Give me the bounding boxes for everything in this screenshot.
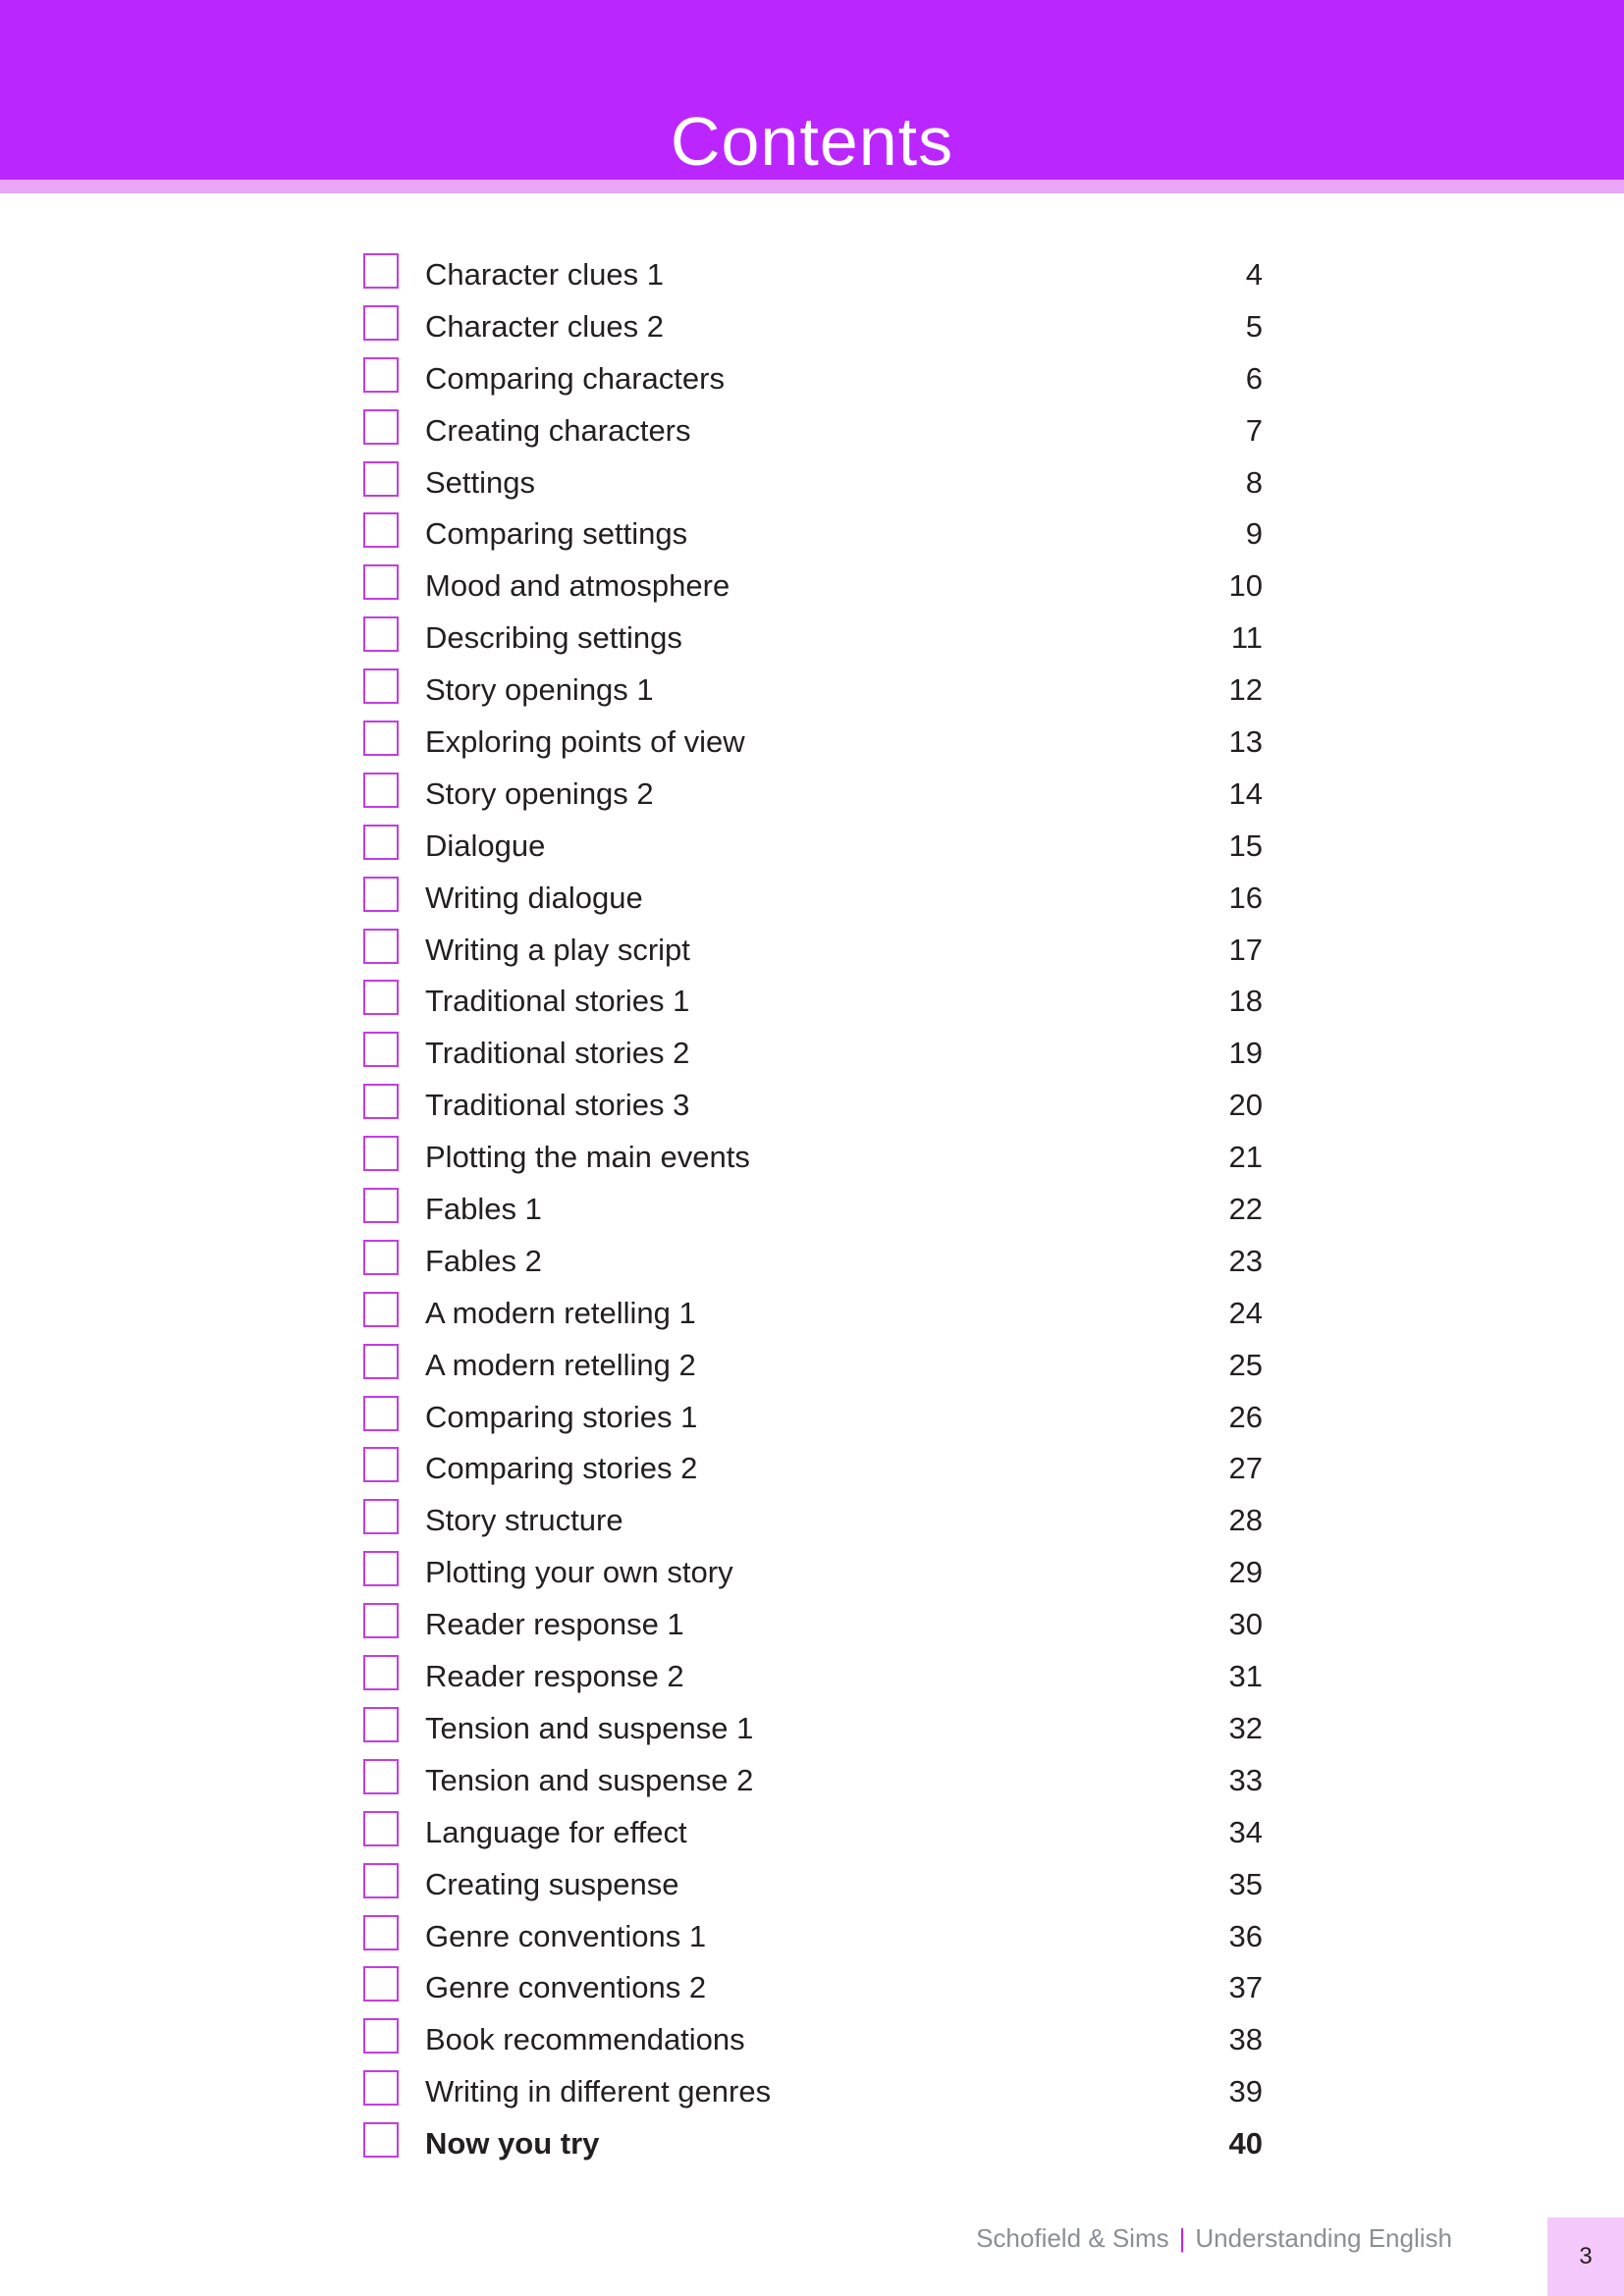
entry-title: Comparing stories 2: [425, 1451, 698, 1486]
entry-title: Plotting the main events: [425, 1140, 750, 1175]
entry-page-number: 12: [1228, 672, 1263, 708]
entry-page-number: 8: [1245, 464, 1263, 500]
toc-entry: [363, 665, 1263, 717]
progress-checkbox[interactable]: [363, 773, 399, 808]
entry-page-number: 4: [1245, 257, 1263, 292]
entry-page-number: 38: [1228, 2022, 1263, 2057]
toc-entry: [363, 1184, 1263, 1236]
entry-title: Traditional stories 3: [425, 1088, 690, 1123]
entry-title: Dialogue: [425, 828, 546, 863]
progress-checkbox[interactable]: [363, 929, 399, 964]
entry-title: Story structure: [425, 1503, 623, 1538]
contents-list: [363, 249, 1263, 2170]
toc-entry: [363, 1028, 1263, 1080]
progress-checkbox[interactable]: [363, 2070, 399, 2106]
entry-title: A modern retelling 1: [425, 1295, 696, 1330]
entry-page-number: 24: [1228, 1295, 1263, 1330]
entry-title: Comparing stories 1: [425, 1399, 698, 1434]
entry-title: Creating suspense: [425, 1866, 679, 1901]
toc-entry: [363, 1080, 1263, 1132]
entry-title: Character clues 1: [425, 257, 664, 292]
entry-page-number: 17: [1228, 932, 1263, 967]
entry-page-number: 13: [1228, 724, 1263, 760]
progress-checkbox[interactable]: [363, 616, 399, 652]
toc-entry: [363, 1443, 1263, 1495]
header-stripe: [0, 180, 1624, 193]
toc-entry: [363, 353, 1263, 405]
series-name: Understanding English: [1195, 2223, 1452, 2253]
entry-page-number: 25: [1228, 1347, 1263, 1382]
entry-title: Tension and suspense 2: [425, 1762, 754, 1797]
toc-entry: [363, 2066, 1263, 2118]
page-number: 3: [1579, 2243, 1593, 2269]
progress-checkbox[interactable]: [363, 1551, 399, 1586]
entry-page-number: 30: [1228, 1607, 1263, 1642]
toc-entry: [363, 613, 1263, 665]
entry-page-number: 16: [1228, 880, 1263, 915]
progress-checkbox[interactable]: [363, 1240, 399, 1275]
entry-page-number: 6: [1245, 360, 1263, 396]
progress-checkbox[interactable]: [363, 668, 399, 704]
entry-title: Writing in different genres: [425, 2074, 772, 2109]
entry-title: Creating characters: [425, 412, 691, 448]
progress-checkbox[interactable]: [363, 1499, 399, 1534]
entry-page-number: 9: [1245, 516, 1263, 552]
entry-page-number: 14: [1228, 775, 1263, 811]
progress-checkbox[interactable]: [363, 877, 399, 912]
toc-entry: [363, 1288, 1263, 1340]
entry-page-number: 37: [1228, 1970, 1263, 2005]
progress-checkbox[interactable]: [363, 409, 399, 445]
toc-entry: [363, 925, 1263, 977]
progress-checkbox[interactable]: [363, 1759, 399, 1794]
entry-title: Genre conventions 1: [425, 1918, 707, 1953]
entry-page-number: 28: [1228, 1503, 1263, 1538]
entry-title: Writing a play script: [425, 932, 690, 967]
entry-page-number: 20: [1228, 1088, 1263, 1123]
entry-title: Genre conventions 2: [425, 1970, 707, 2005]
toc-entry: [363, 1859, 1263, 1911]
toc-entry: [363, 821, 1263, 873]
entry-title: Book recommendations: [425, 2022, 745, 2057]
footer-separator: |: [1178, 2223, 1186, 2253]
progress-checkbox[interactable]: [363, 1084, 399, 1119]
progress-checkbox[interactable]: [363, 1707, 399, 1742]
entry-page-number: 15: [1228, 828, 1263, 863]
entry-title: Exploring points of view: [425, 724, 745, 760]
entry-page-number: 7: [1245, 412, 1263, 448]
page-number-box: [1547, 2217, 1624, 2296]
entry-title: Tension and suspense 1: [425, 1710, 754, 1745]
entry-page-number: 33: [1228, 1762, 1263, 1797]
entry-title: Comparing characters: [425, 360, 725, 396]
entry-title: Fables 2: [425, 1243, 542, 1278]
entry-title: Character clues 2: [425, 308, 664, 344]
publisher-name: Schofield & Sims: [976, 2223, 1169, 2253]
entry-page-number: 31: [1228, 1659, 1263, 1694]
progress-checkbox[interactable]: [363, 1292, 399, 1327]
progress-checkbox[interactable]: [363, 1396, 399, 1431]
entry-page-number: 36: [1228, 1918, 1263, 1953]
entry-title: Now you try: [425, 2126, 600, 2162]
entry-page-number: 11: [1230, 620, 1263, 656]
toc-entry: [363, 2014, 1263, 2066]
entry-title: Story openings 1: [425, 672, 654, 708]
toc-entry: [363, 769, 1263, 821]
progress-checkbox[interactable]: [363, 721, 399, 756]
progress-checkbox[interactable]: [363, 2122, 399, 2158]
entry-title: Story openings 2: [425, 775, 654, 811]
progress-checkbox[interactable]: [363, 2018, 399, 2054]
toc-entry: [363, 301, 1263, 353]
progress-checkbox[interactable]: [363, 1655, 399, 1690]
entry-page-number: 5: [1245, 308, 1263, 344]
toc-entry: [363, 1132, 1263, 1184]
entry-page-number: 19: [1228, 1036, 1263, 1071]
toc-entry: [363, 1807, 1263, 1859]
progress-checkbox[interactable]: [363, 1344, 399, 1379]
entry-page-number: 29: [1228, 1555, 1263, 1590]
entry-title: Settings: [425, 464, 536, 500]
toc-entry: [363, 405, 1263, 457]
entry-title: Comparing settings: [425, 516, 688, 552]
entry-title: Plotting your own story: [425, 1555, 733, 1590]
entry-title: Language for effect: [425, 1814, 687, 1849]
progress-checkbox[interactable]: [363, 357, 399, 393]
entry-page-number: 39: [1228, 2074, 1263, 2109]
toc-entry: [363, 249, 1263, 301]
progress-checkbox[interactable]: [363, 253, 399, 289]
progress-checkbox[interactable]: [363, 1811, 399, 1846]
toc-entry: [363, 1911, 1263, 1963]
toc-entry: [363, 1599, 1263, 1651]
progress-checkbox[interactable]: [363, 564, 399, 600]
toc-entry: [363, 1962, 1263, 2014]
footer-credit: [976, 2220, 1452, 2256]
entry-page-number: 35: [1228, 1866, 1263, 1901]
progress-checkbox[interactable]: [363, 1447, 399, 1482]
progress-checkbox[interactable]: [363, 1966, 399, 2002]
toc-entry: [363, 1547, 1263, 1599]
progress-checkbox[interactable]: [363, 1136, 399, 1171]
entry-title: Mood and atmosphere: [425, 568, 731, 604]
progress-checkbox[interactable]: [363, 980, 399, 1015]
progress-checkbox[interactable]: [363, 461, 399, 497]
toc-entry: [363, 1755, 1263, 1807]
toc-entry: [363, 2118, 1263, 2170]
toc-entry: [363, 1236, 1263, 1288]
entry-title: A modern retelling 2: [425, 1347, 696, 1382]
entry-page-number: 27: [1228, 1451, 1263, 1486]
entry-title: Traditional stories 2: [425, 1036, 690, 1071]
toc-entry: [363, 508, 1263, 561]
toc-entry: [363, 717, 1263, 769]
toc-entry: [363, 561, 1263, 613]
header-banner: [0, 0, 1624, 180]
entry-title: Traditional stories 1: [425, 984, 690, 1019]
toc-entry: [363, 976, 1263, 1028]
progress-checkbox[interactable]: [363, 305, 399, 341]
entry-page-number: 34: [1228, 1814, 1263, 1849]
progress-checkbox[interactable]: [363, 1032, 399, 1067]
entry-title: Writing dialogue: [425, 880, 643, 915]
toc-entry: [363, 873, 1263, 925]
toc-entry: [363, 1392, 1263, 1444]
entry-title: Reader response 2: [425, 1659, 684, 1694]
progress-checkbox[interactable]: [363, 1188, 399, 1223]
entry-title: Fables 1: [425, 1192, 542, 1227]
entry-page-number: 40: [1228, 2126, 1263, 2162]
page-title: Contents: [670, 102, 954, 180]
entry-page-number: 21: [1228, 1140, 1263, 1175]
toc-entry: [363, 1340, 1263, 1392]
toc-entry: [363, 457, 1263, 509]
progress-checkbox[interactable]: [363, 1915, 399, 1950]
progress-checkbox[interactable]: [363, 512, 399, 548]
entry-page-number: 23: [1228, 1243, 1263, 1278]
toc-entry: [363, 1651, 1263, 1703]
entry-title: Reader response 1: [425, 1607, 684, 1642]
entry-page-number: 32: [1228, 1710, 1263, 1745]
entry-page-number: 26: [1228, 1399, 1263, 1434]
entry-page-number: 18: [1228, 984, 1263, 1019]
toc-entry: [363, 1495, 1263, 1547]
progress-checkbox[interactable]: [363, 1603, 399, 1638]
progress-checkbox[interactable]: [363, 825, 399, 860]
toc-entry: [363, 1703, 1263, 1755]
entry-page-number: 22: [1228, 1192, 1263, 1227]
entry-title: Describing settings: [425, 620, 682, 656]
entry-page-number: 10: [1228, 568, 1263, 604]
progress-checkbox[interactable]: [363, 1863, 399, 1898]
